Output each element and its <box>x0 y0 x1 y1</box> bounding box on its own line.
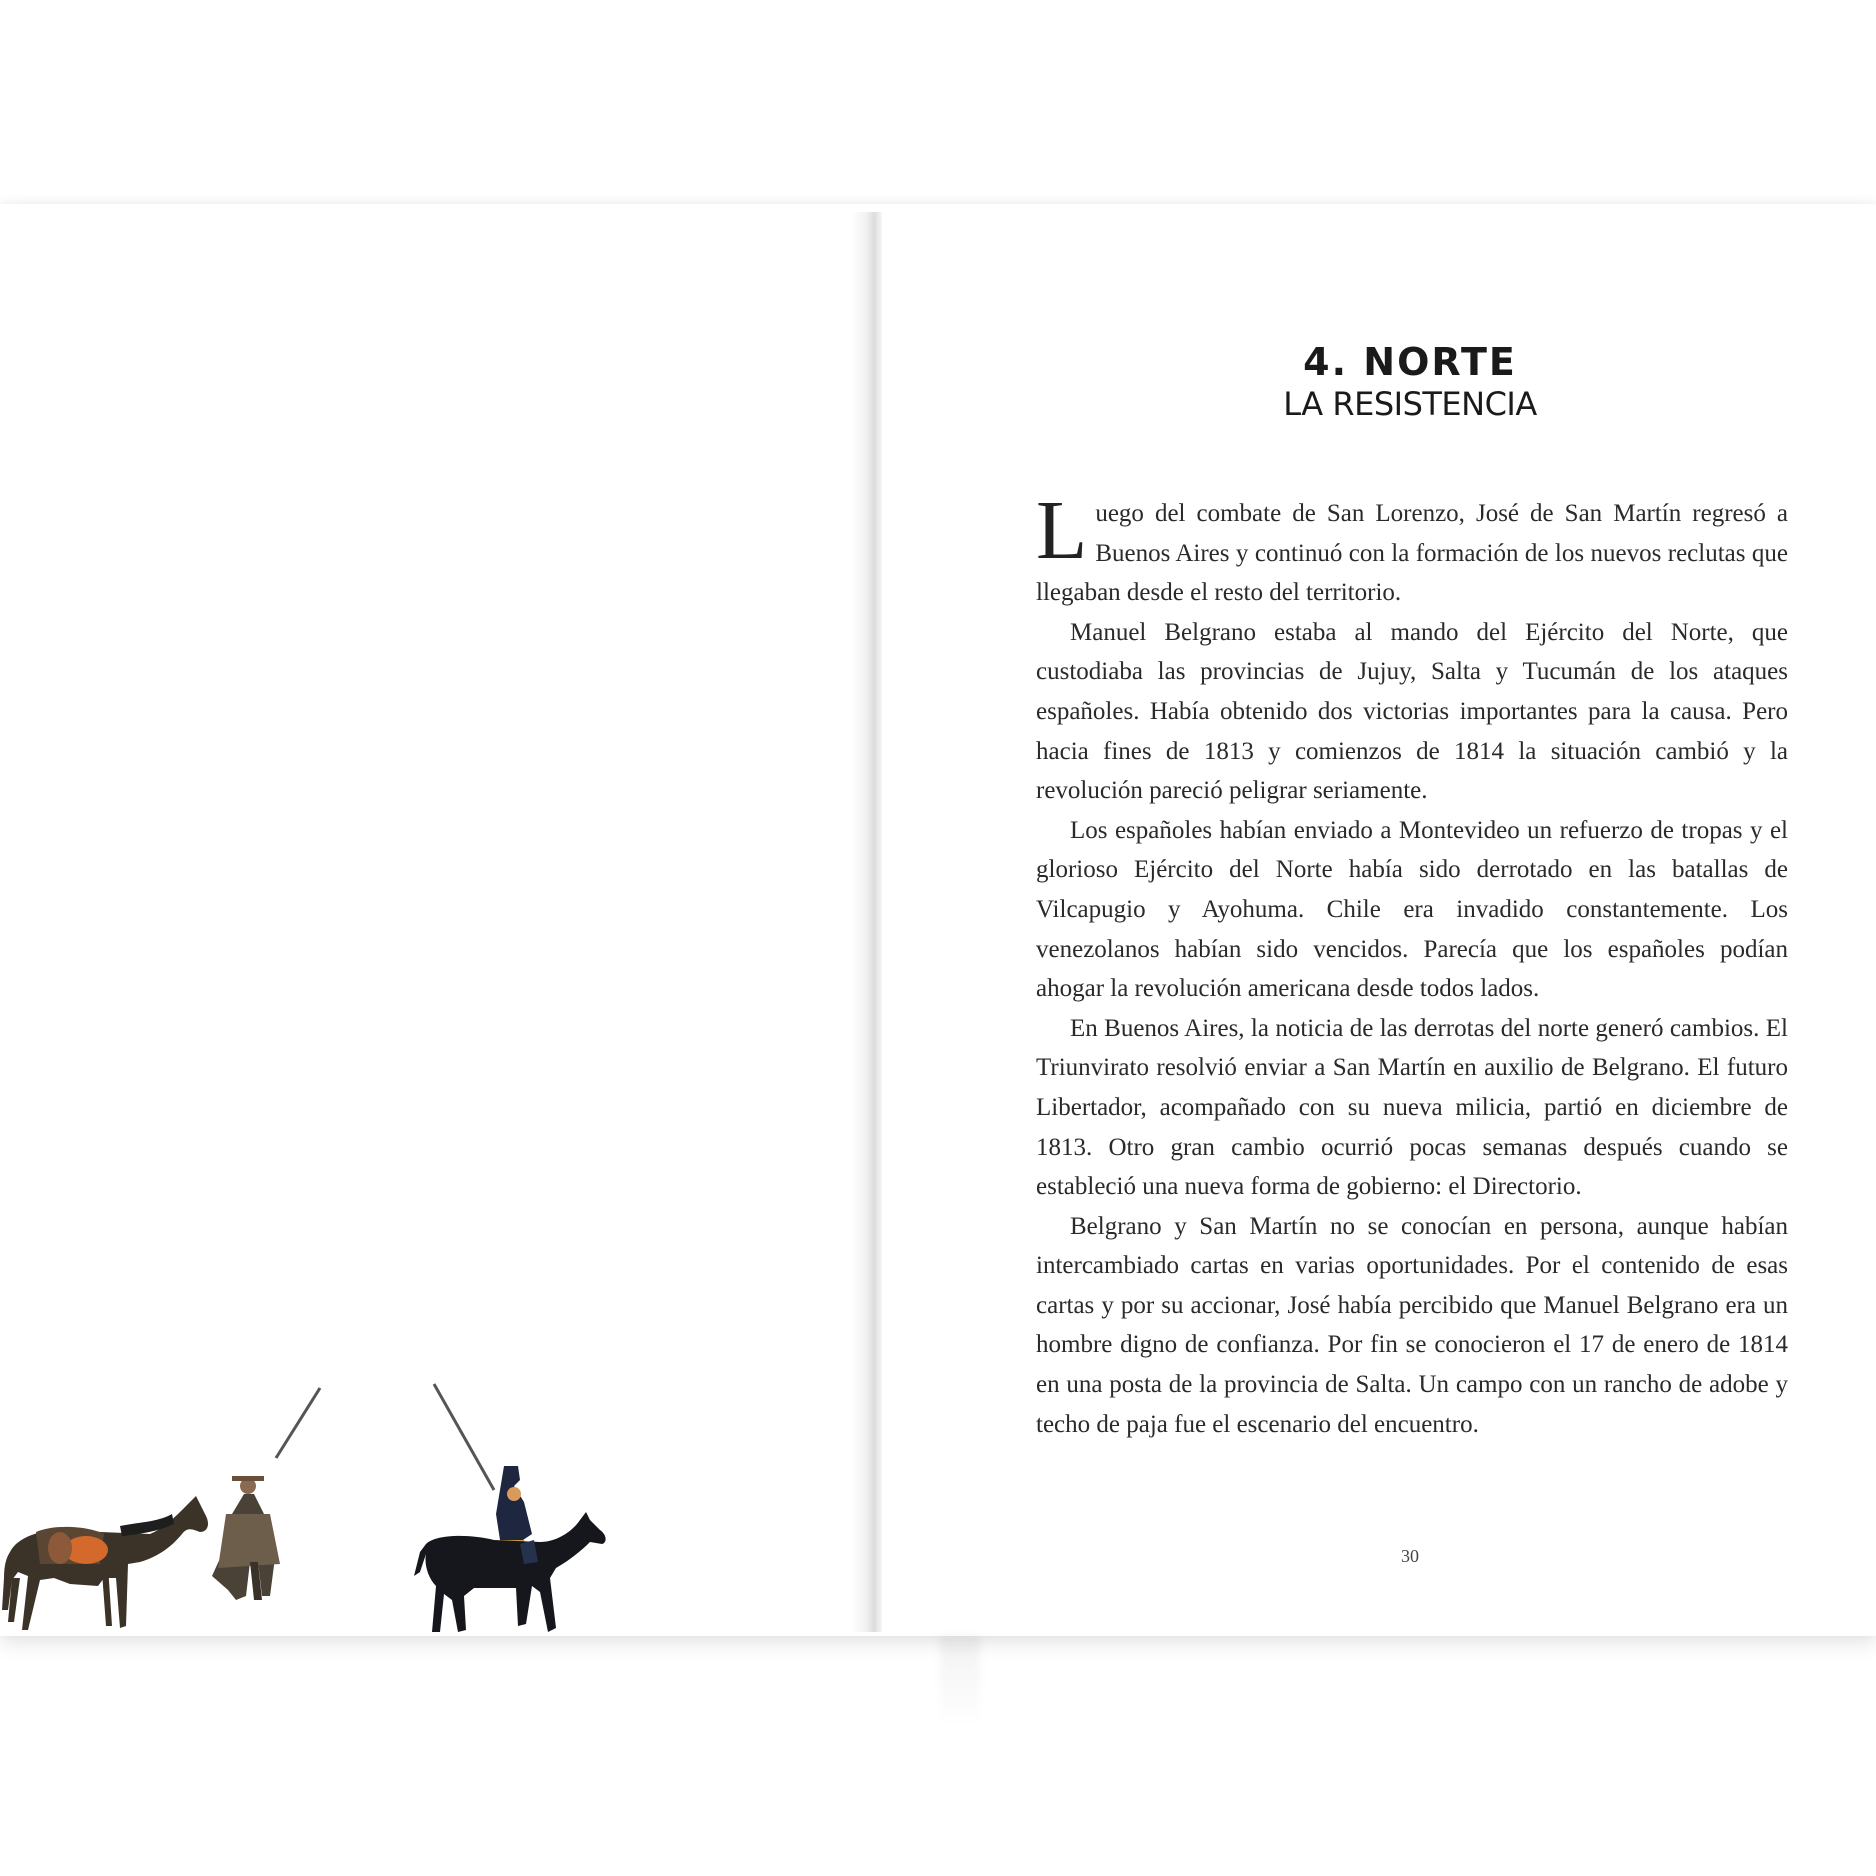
pack-mule-figure <box>2 1496 208 1630</box>
drop-cap: L <box>1036 484 1088 577</box>
paragraph-5: Belgrano y San Martín no se conocían en persona, aunque habían intercambiado cartas en varias oportunidades. Por el contenido de esas cartas y por su accionar, José había percibido que Manuel Belgrano era un hombre digno de confianza. Por fin se conocieron el 17 de enero de 1814 en una posta de la provincia de Salta. Un campo con un rancho de adobe y techo de paja fue el escenario del encuentro. <box>1036 1212 1788 1438</box>
page-number: 30 <box>1401 1546 1419 1566</box>
chapter-title: 4. NORTE <box>1303 340 1517 384</box>
paragraph-4: En Buenos Aires, la noticia de las derrotas del norte generó cambios. El Triunvirato resolvió enviar a San Martín en auxilio de Belgrano. El futuro Libertador, acompañado con su nueva milicia, partió en diciembre de 1813. Otro gran cambio ocurrió pocas semanas después cuando se estableció una nueva forma de gobierno: el Directorio. <box>1036 1014 1788 1201</box>
paragraph-3: Los españoles habían enviado a Montevideo un refuerzo de tropas y el glorioso Ejército del Norte había sido derrotado en las batallas de Vilcapugio y Ayohuma. Chile era invadido constantemente. Los venezolanos habían sido vencidos. Parecía que los españoles podían ahogar la revolución americana desde todos lados. <box>1036 816 1788 1003</box>
paragraph-2: Manuel Belgrano estaba al mando del Ejército del Norte, que custodiaba las provincias de Jujuy, Salta y Tucumán de los ataques españoles. Había obtenido dos victorias importantes para la causa. Pero hacia fines de 1813 y comienzos de 1814 la situación cambió y la revolución pareció peligrar seriamente. <box>1036 618 1788 805</box>
left-page <box>0 204 862 1636</box>
man-on-foot-figure <box>212 1388 320 1600</box>
horses-and-riders-illustration <box>0 1364 640 1704</box>
chapter-heading <box>1080 340 1740 424</box>
paragraph-1 <box>1036 484 1788 613</box>
spine-shadow <box>940 1636 980 1726</box>
paragraph-1-text: uego del combate de San Lorenzo, José de San Martín regresó a Buenos Aires y continuó con la formación de los nuevos reclutas que llegaban desde el resto del territorio. <box>1036 500 1788 607</box>
chapter-subtitle: LA RESISTENCIA <box>1283 385 1537 423</box>
rider-on-horse-figure <box>414 1384 606 1632</box>
chapter-body <box>1036 484 1788 1444</box>
